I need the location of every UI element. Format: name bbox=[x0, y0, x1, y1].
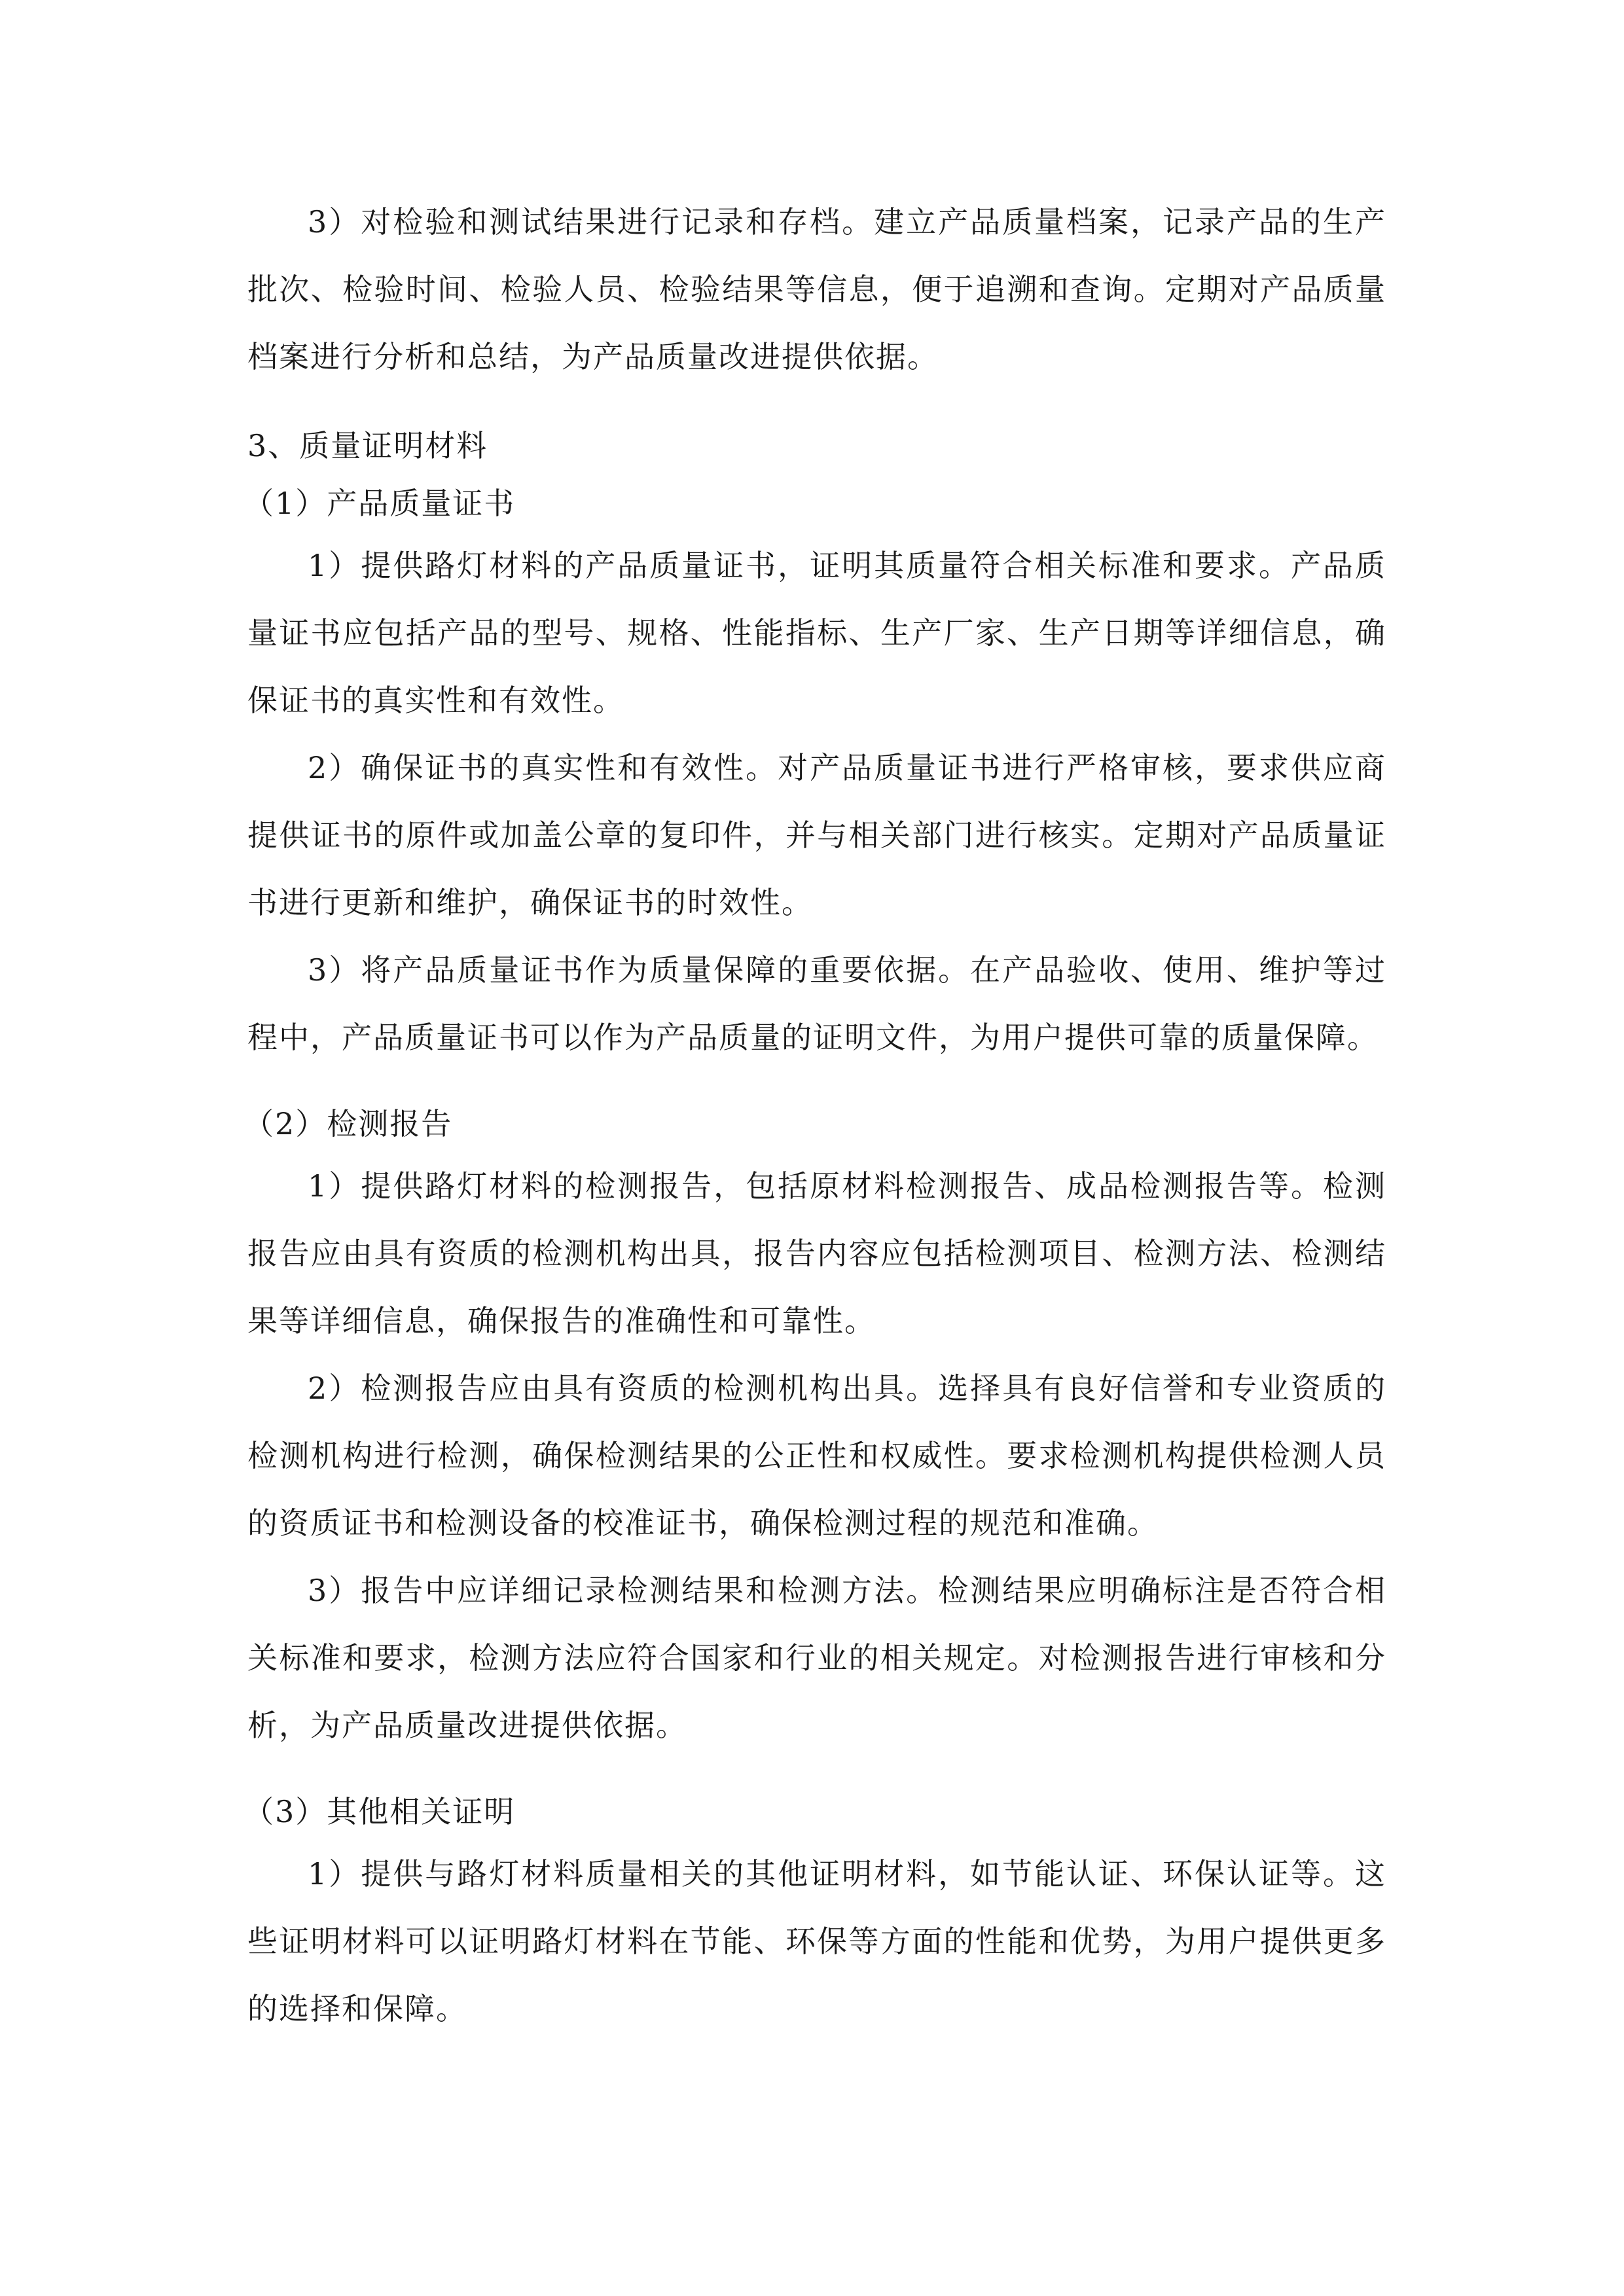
subsection-title-2: （2）检测报告 bbox=[244, 1106, 453, 1141]
section-heading: 3、质量证明材料 bbox=[247, 428, 488, 463]
paragraph-2-2: 2）检测报告应由具有资质的检测机构出具。选择具有良好信誉和专业资质的检测机构进行检测，确保检测结果的公正性和权威性。要求检测机构提供检测人员的资质证书和检测设备的校准证书，确保检测过程的规范和准确。 bbox=[247, 1371, 1386, 1541]
paragraph-3-1: 1）提供与路灯材料质量相关的其他证明材料，如节能认证、环保认证等。这些证明材料可以证明路灯材料在节能、环保等方面的性能和优势，为用户提供更多的选择和保障。 bbox=[247, 1856, 1386, 2026]
paragraph-1-1: 1）提供路灯材料的产品质量证书，证明其质量符合相关标准和要求。产品质量证书应包括产品的型号、规格、性能指标、生产厂家、生产日期等详细信息，确保证书的真实性和有效性。 bbox=[247, 548, 1386, 718]
paragraph-2-1: 1）提供路灯材料的检测报告，包括原材料检测报告、成品检测报告等。检测报告应由具有资质的检测机构出具，报告内容应包括检测项目、检测方法、检测结果等详细信息，确保报告的准确性和可靠性。 bbox=[247, 1168, 1386, 1338]
subsection-title-1: （1）产品质量证书 bbox=[244, 486, 516, 521]
intro-paragraph: 3）对检验和测试结果进行记录和存档。建立产品质量档案，记录产品的生产批次、检验时间、检验人员、检验结果等信息，便于追溯和查询。定期对产品质量档案进行分析和总结，为产品质量改进提供依据。 bbox=[247, 204, 1386, 374]
paragraph-2-3: 3）报告中应详细记录检测结果和检测方法。检测结果应明确标注是否符合相关标准和要求，检测方法应符合国家和行业的相关规定。对检测报告进行审核和分析，为产品质量改进提供依据。 bbox=[247, 1573, 1386, 1743]
document-body bbox=[244, 188, 1386, 2043]
subsection-title-3: （3）其他相关证明 bbox=[244, 1794, 516, 1829]
paragraph-1-3: 3）将产品质量证书作为质量保障的重要依据。在产品验收、使用、维护等过程中，产品质量证书可以作为产品质量的证明文件，为用户提供可靠的质量保障。 bbox=[247, 952, 1386, 1055]
paragraph-1-2: 2）确保证书的真实性和有效性。对产品质量证书进行严格审核，要求供应商提供证书的原件或加盖公章的复印件，并与相关部门进行核实。定期对产品质量证书进行更新和维护，确保证书的时效性。 bbox=[247, 750, 1386, 920]
